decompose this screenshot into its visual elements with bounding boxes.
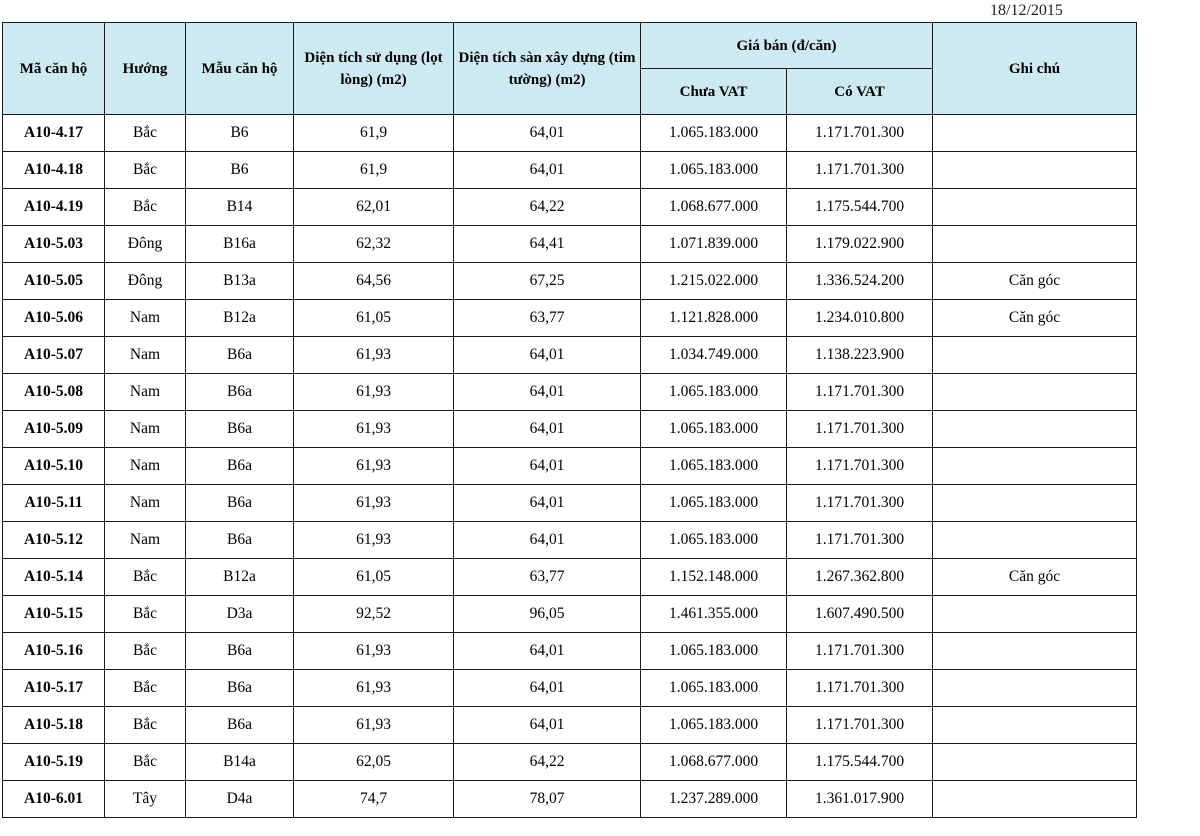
cell-built-area: 67,25 [454, 263, 641, 300]
cell-model: B14a [186, 744, 294, 781]
cell-usable-area: 61,05 [294, 300, 454, 337]
cell-note [933, 374, 1137, 411]
cell-price-vat: 1.175.544.700 [787, 744, 933, 781]
cell-price-no-vat: 1.065.183.000 [641, 633, 787, 670]
cell-built-area: 64,41 [454, 226, 641, 263]
table-row [3, 485, 1137, 522]
cell-price-no-vat: 1.065.183.000 [641, 448, 787, 485]
cell-built-area: 64,01 [454, 152, 641, 189]
header-price-group: Giá bán (đ/căn) [641, 23, 933, 69]
cell-price-no-vat: 1.068.677.000 [641, 744, 787, 781]
cell-direction: Nam [105, 374, 186, 411]
cell-direction: Nam [105, 300, 186, 337]
cell-code: A10-5.10 [3, 448, 105, 485]
cell-model: B6 [186, 152, 294, 189]
cell-note [933, 670, 1137, 707]
cell-price-no-vat: 1.237.289.000 [641, 781, 787, 818]
cell-model: B6a [186, 485, 294, 522]
cell-note [933, 744, 1137, 781]
table-row [3, 337, 1137, 374]
cell-price-no-vat: 1.065.183.000 [641, 670, 787, 707]
cell-model: B12a [186, 300, 294, 337]
cell-note: Căn góc [933, 263, 1137, 300]
cell-model: B6a [186, 633, 294, 670]
cell-built-area: 64,22 [454, 189, 641, 226]
cell-code: A10-5.19 [3, 744, 105, 781]
cell-direction: Đông [105, 263, 186, 300]
header-usable-area: Diện tích sử dụng (lọt lòng) (m2) [294, 23, 454, 115]
cell-built-area: 64,01 [454, 448, 641, 485]
cell-built-area: 64,01 [454, 374, 641, 411]
table-row [3, 226, 1137, 263]
cell-note [933, 485, 1137, 522]
cell-note [933, 707, 1137, 744]
cell-price-vat: 1.171.701.300 [787, 115, 933, 152]
cell-direction: Nam [105, 448, 186, 485]
cell-built-area: 78,07 [454, 781, 641, 818]
cell-code: A10-4.18 [3, 152, 105, 189]
cell-usable-area: 61,05 [294, 559, 454, 596]
cell-usable-area: 61,9 [294, 115, 454, 152]
table-row [3, 522, 1137, 559]
cell-built-area: 64,01 [454, 337, 641, 374]
cell-note [933, 633, 1137, 670]
cell-model: D4a [186, 781, 294, 818]
cell-direction: Tây [105, 781, 186, 818]
cell-usable-area: 61,93 [294, 522, 454, 559]
header-code: Mã căn hộ [3, 23, 105, 115]
cell-price-no-vat: 1.034.749.000 [641, 337, 787, 374]
cell-price-vat: 1.361.017.900 [787, 781, 933, 818]
cell-usable-area: 62,32 [294, 226, 454, 263]
cell-code: A10-5.09 [3, 411, 105, 448]
cell-usable-area: 64,56 [294, 263, 454, 300]
cell-price-vat: 1.171.701.300 [787, 522, 933, 559]
cell-direction: Đông [105, 226, 186, 263]
cell-usable-area: 61,93 [294, 448, 454, 485]
cell-usable-area: 61,93 [294, 374, 454, 411]
cell-built-area: 64,01 [454, 707, 641, 744]
cell-model: B6 [186, 115, 294, 152]
cell-code: A10-5.18 [3, 707, 105, 744]
cell-code: A10-5.05 [3, 263, 105, 300]
cell-note [933, 411, 1137, 448]
cell-model: B13a [186, 263, 294, 300]
cell-price-vat: 1.171.701.300 [787, 633, 933, 670]
cell-model: B6a [186, 448, 294, 485]
apartment-price-table [2, 22, 1137, 818]
cell-direction: Bắc [105, 152, 186, 189]
cell-direction: Bắc [105, 744, 186, 781]
cell-price-no-vat: 1.065.183.000 [641, 522, 787, 559]
header-price-vat: Có VAT [787, 69, 933, 115]
cell-note: Căn góc [933, 559, 1137, 596]
cell-note [933, 115, 1137, 152]
cell-price-no-vat: 1.215.022.000 [641, 263, 787, 300]
table-row [3, 670, 1137, 707]
cell-model: B6a [186, 374, 294, 411]
cell-note: Căn góc [933, 300, 1137, 337]
table-row [3, 300, 1137, 337]
cell-model: B14 [186, 189, 294, 226]
cell-price-vat: 1.179.022.900 [787, 226, 933, 263]
cell-code: A10-5.07 [3, 337, 105, 374]
cell-price-vat: 1.171.701.300 [787, 670, 933, 707]
cell-note [933, 337, 1137, 374]
cell-direction: Nam [105, 522, 186, 559]
cell-code: A10-5.14 [3, 559, 105, 596]
cell-direction: Nam [105, 411, 186, 448]
header-price-no-vat: Chưa VAT [641, 69, 787, 115]
cell-usable-area: 92,52 [294, 596, 454, 633]
header-model: Mẫu căn hộ [186, 23, 294, 115]
cell-model: B6a [186, 337, 294, 374]
cell-usable-area: 62,01 [294, 189, 454, 226]
cell-code: A10-5.03 [3, 226, 105, 263]
cell-price-no-vat: 1.065.183.000 [641, 411, 787, 448]
cell-model: B6a [186, 670, 294, 707]
cell-code: A10-4.19 [3, 189, 105, 226]
cell-usable-area: 62,05 [294, 744, 454, 781]
cell-price-vat: 1.175.544.700 [787, 189, 933, 226]
cell-price-vat: 1.234.010.800 [787, 300, 933, 337]
cell-code: A10-5.08 [3, 374, 105, 411]
cell-built-area: 63,77 [454, 300, 641, 337]
cell-usable-area: 61,93 [294, 337, 454, 374]
header-row [3, 23, 1137, 69]
document-date: 18/12/2015 [990, 2, 1063, 19]
cell-price-vat: 1.607.490.500 [787, 596, 933, 633]
table-row [3, 744, 1137, 781]
cell-built-area: 64,01 [454, 411, 641, 448]
cell-note [933, 596, 1137, 633]
cell-model: B6a [186, 411, 294, 448]
cell-direction: Bắc [105, 115, 186, 152]
cell-code: A10-5.17 [3, 670, 105, 707]
cell-note [933, 448, 1137, 485]
cell-price-vat: 1.267.362.800 [787, 559, 933, 596]
cell-model: B16a [186, 226, 294, 263]
cell-price-no-vat: 1.068.677.000 [641, 189, 787, 226]
cell-code: A10-5.11 [3, 485, 105, 522]
cell-model: D3a [186, 596, 294, 633]
cell-price-no-vat: 1.065.183.000 [641, 374, 787, 411]
cell-price-no-vat: 1.065.183.000 [641, 707, 787, 744]
cell-direction: Bắc [105, 189, 186, 226]
table-row [3, 263, 1137, 300]
cell-usable-area: 61,9 [294, 152, 454, 189]
cell-code: A10-5.06 [3, 300, 105, 337]
table-row [3, 781, 1137, 818]
cell-usable-area: 61,93 [294, 485, 454, 522]
table-row [3, 374, 1137, 411]
table-row [3, 152, 1137, 189]
header-note: Ghi chú [933, 23, 1137, 115]
cell-usable-area: 61,93 [294, 411, 454, 448]
cell-direction: Nam [105, 337, 186, 374]
cell-direction: Nam [105, 485, 186, 522]
cell-note [933, 189, 1137, 226]
cell-price-vat: 1.138.223.900 [787, 337, 933, 374]
table-row [3, 411, 1137, 448]
cell-built-area: 64,01 [454, 485, 641, 522]
table-row [3, 707, 1137, 744]
cell-price-vat: 1.171.701.300 [787, 152, 933, 189]
cell-built-area: 63,77 [454, 559, 641, 596]
cell-usable-area: 61,93 [294, 633, 454, 670]
table-row [3, 596, 1137, 633]
cell-code: A10-6.01 [3, 781, 105, 818]
cell-code: A10-5.15 [3, 596, 105, 633]
cell-price-no-vat: 1.152.148.000 [641, 559, 787, 596]
cell-usable-area: 61,93 [294, 707, 454, 744]
cell-built-area: 64,22 [454, 744, 641, 781]
cell-price-vat: 1.171.701.300 [787, 374, 933, 411]
cell-price-vat: 1.171.701.300 [787, 485, 933, 522]
cell-model: B12a [186, 559, 294, 596]
cell-code: A10-4.17 [3, 115, 105, 152]
cell-price-no-vat: 1.071.839.000 [641, 226, 787, 263]
cell-usable-area: 61,93 [294, 670, 454, 707]
table-row [3, 115, 1137, 152]
cell-price-no-vat: 1.121.828.000 [641, 300, 787, 337]
cell-direction: Bắc [105, 633, 186, 670]
cell-price-no-vat: 1.461.355.000 [641, 596, 787, 633]
cell-built-area: 64,01 [454, 115, 641, 152]
cell-price-no-vat: 1.065.183.000 [641, 115, 787, 152]
cell-note [933, 522, 1137, 559]
cell-price-vat: 1.336.524.200 [787, 263, 933, 300]
cell-price-vat: 1.171.701.300 [787, 707, 933, 744]
cell-note [933, 152, 1137, 189]
header-built-area: Diện tích sàn xây dựng (tim tường) (m2) [454, 23, 641, 115]
table-body [3, 115, 1137, 818]
table-row [3, 448, 1137, 485]
cell-direction: Bắc [105, 559, 186, 596]
cell-code: A10-5.12 [3, 522, 105, 559]
table-row [3, 189, 1137, 226]
cell-price-no-vat: 1.065.183.000 [641, 152, 787, 189]
cell-usable-area: 74,7 [294, 781, 454, 818]
cell-note [933, 781, 1137, 818]
cell-model: B6a [186, 707, 294, 744]
cell-direction: Bắc [105, 670, 186, 707]
cell-code: A10-5.16 [3, 633, 105, 670]
cell-direction: Bắc [105, 596, 186, 633]
cell-price-vat: 1.171.701.300 [787, 411, 933, 448]
cell-direction: Bắc [105, 707, 186, 744]
table-row [3, 633, 1137, 670]
cell-price-vat: 1.171.701.300 [787, 448, 933, 485]
cell-built-area: 64,01 [454, 522, 641, 559]
cell-built-area: 64,01 [454, 633, 641, 670]
cell-built-area: 64,01 [454, 670, 641, 707]
cell-price-no-vat: 1.065.183.000 [641, 485, 787, 522]
cell-built-area: 96,05 [454, 596, 641, 633]
header-direction: Hướng [105, 23, 186, 115]
cell-model: B6a [186, 522, 294, 559]
cell-note [933, 226, 1137, 263]
table-row [3, 559, 1137, 596]
